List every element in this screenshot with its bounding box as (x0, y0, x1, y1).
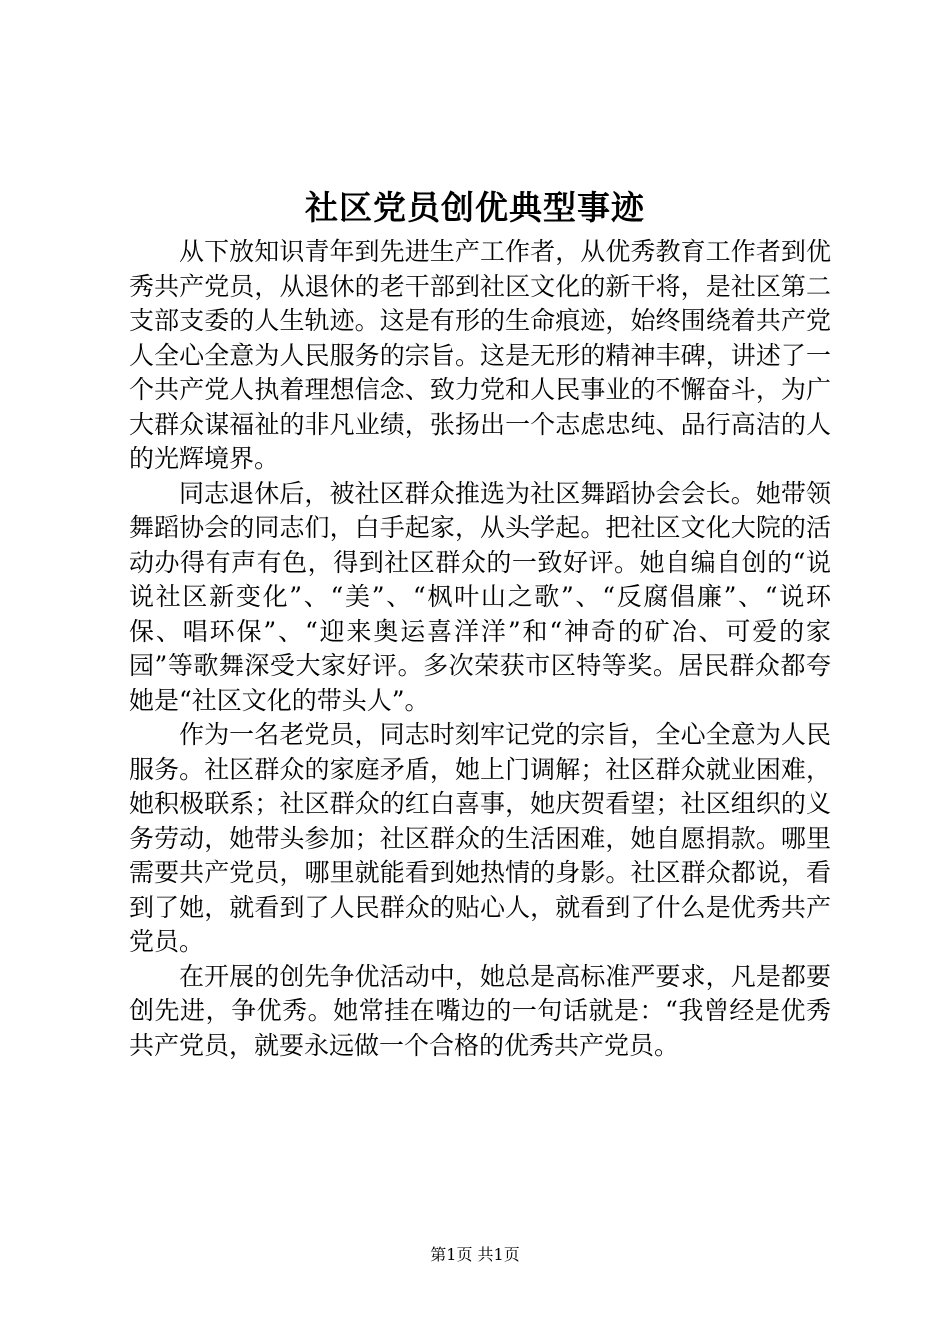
page-number-footer: 第1页 共1页 (430, 1245, 520, 1264)
paragraph-4: 在开展的创先争优活动中，她总是高标准严要求，凡是都要创先进，争优秀。她常挂在嘴边的一句话就是：“我曾经是优秀共产党员，就要永远做一个合格的优秀共产党员。 (129, 961, 831, 1060)
paragraph-3: 作为一名老党员，同志时刻牢记党的宗旨，全心全意为人民服务。社区群众的家庭矛盾，她上门调解；社区群众就业困难，她积极联系；社区群众的红白喜事，她庆贺看望；社区组织的义务劳动，她带头参加；社区群众的生活困难，她自愿捐款。哪里需要共产党员，哪里就能看到她热情的身影。社区群众都说，看到了她，就看到了人民群众的贴心人，就看到了什么是优秀共产党员。 (129, 720, 831, 956)
page-title: 社区党员创优典型事迹 (305, 188, 645, 227)
document-body (129, 235, 831, 1063)
paragraph-1: 从下放知识青年到先进生产工作者，从优秀教育工作者到优秀共产党员，从退休的老干部到社区文化的新干将，是社区第二支部支委的人生轨迹。这是有形的生命痕迹，始终围绕着共产党人全心全意为人民服务的宗旨。这是无形的精神丰碑，讲述了一个共产党人执着理想信念、致力党和人民事业的不懈奋斗，为广大群众谋福祉的非凡业绩，张扬出一个志虑忠纯、品行高洁的人的光辉境界。 (129, 237, 831, 473)
paragraph-2: 同志退休后，被社区群众推选为社区舞蹈协会会长。她带领舞蹈协会的同志们，白手起家，从头学起。把社区文化大院的活动办得有声有色，得到社区群众的一致好评。她自编自创的“说说社区新变化”、“美”、“枫叶山之歌”、“反腐倡廉”、“说环保、唱环保”、“迎来奥运喜洋洋”和“神奇的矿冶、可爱的家园”等歌舞深受大家好评。多次荣获市区特等奖。居民群众都夸她是“社区文化的带头人”。 (129, 478, 831, 715)
